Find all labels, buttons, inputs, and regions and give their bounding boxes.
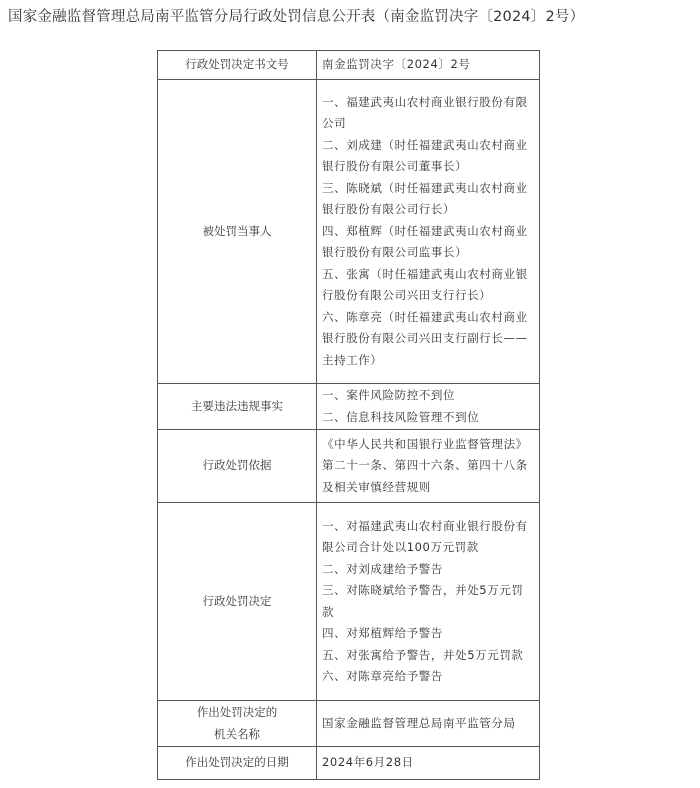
table-row (158, 51, 540, 80)
violations-value (317, 384, 540, 430)
decision-line: 一、对福建武夷山农村商业银行股份有限公司合计处以100万元罚款 (322, 518, 528, 554)
row-label-parties: 被处罚当事人 (158, 80, 317, 384)
row-label-violations: 主要违法违规事实 (158, 384, 317, 430)
table-row (158, 747, 540, 780)
table-row (158, 80, 540, 384)
violation-line: 一、案件风险防控不到位 (322, 388, 456, 402)
decision-line: 三、对陈晓斌给予警告，并处5万元罚款 (322, 583, 524, 619)
doc-no-value: 南金监罚决字〔2024〕2号 (317, 51, 540, 80)
table-row (158, 430, 540, 503)
row-label-date: 作出处罚决定的日期 (158, 747, 317, 780)
org-label-line: 作出处罚决定的 (196, 705, 278, 719)
decision-line: 六、对陈章亮给予警告 (322, 669, 443, 683)
decision-line: 四、对郑植辉给予警告 (322, 626, 443, 640)
table-row (158, 503, 540, 701)
party-line: 六、陈章亮（时任福建武夷山农村商业银行股份有限公司兴田支行副行长——主持工作） (322, 309, 528, 367)
row-label-basis: 行政处罚依据 (158, 430, 317, 503)
penalty-info-table (157, 50, 540, 780)
party-line: 一、福建武夷山农村商业银行股份有限公司 (322, 94, 528, 131)
org-label-line: 机关名称 (214, 726, 260, 741)
row-label-org (158, 701, 317, 747)
date-value: 2024年6月28日 (317, 747, 540, 780)
parties-value (317, 80, 540, 384)
decision-line: 二、对刘成建给予警告 (322, 561, 443, 576)
row-label-doc-no: 行政处罚决定书文号 (158, 51, 317, 80)
table-row (158, 701, 540, 747)
party-line: 三、陈晓斌（时任福建武夷山农村商业银行股份有限公司行长） (322, 180, 528, 217)
party-line: 二、刘成建（时任福建武夷山农村商业银行股份有限公司董事长） (322, 137, 528, 174)
violation-line: 二、信息科技风险管理不到位 (322, 409, 480, 424)
row-label-decision: 行政处罚决定 (158, 503, 317, 701)
org-value: 国家金融监督管理总局南平监管分局 (317, 701, 540, 747)
table-row (158, 384, 540, 430)
party-line: 四、郑植辉（时任福建武夷山农村商业银行股份有限公司监事长） (322, 223, 528, 260)
decision-line: 五、对张寓给予警告，并处5万元罚款 (322, 647, 524, 662)
decision-value (317, 503, 540, 701)
basis-value: 《中华人民共和国银行业监督管理法》第二十一条、第四十六条、第四十八条及相关审慎经营规则 (317, 430, 540, 503)
document-title: 国家金融监督管理总局南平监管分局行政处罚信息公开表（南金监罚决字〔2024〕2号） (8, 9, 585, 25)
party-line: 五、张寓（时任福建武夷山农村商业银行股份有限公司兴田支行行长） (322, 266, 528, 303)
